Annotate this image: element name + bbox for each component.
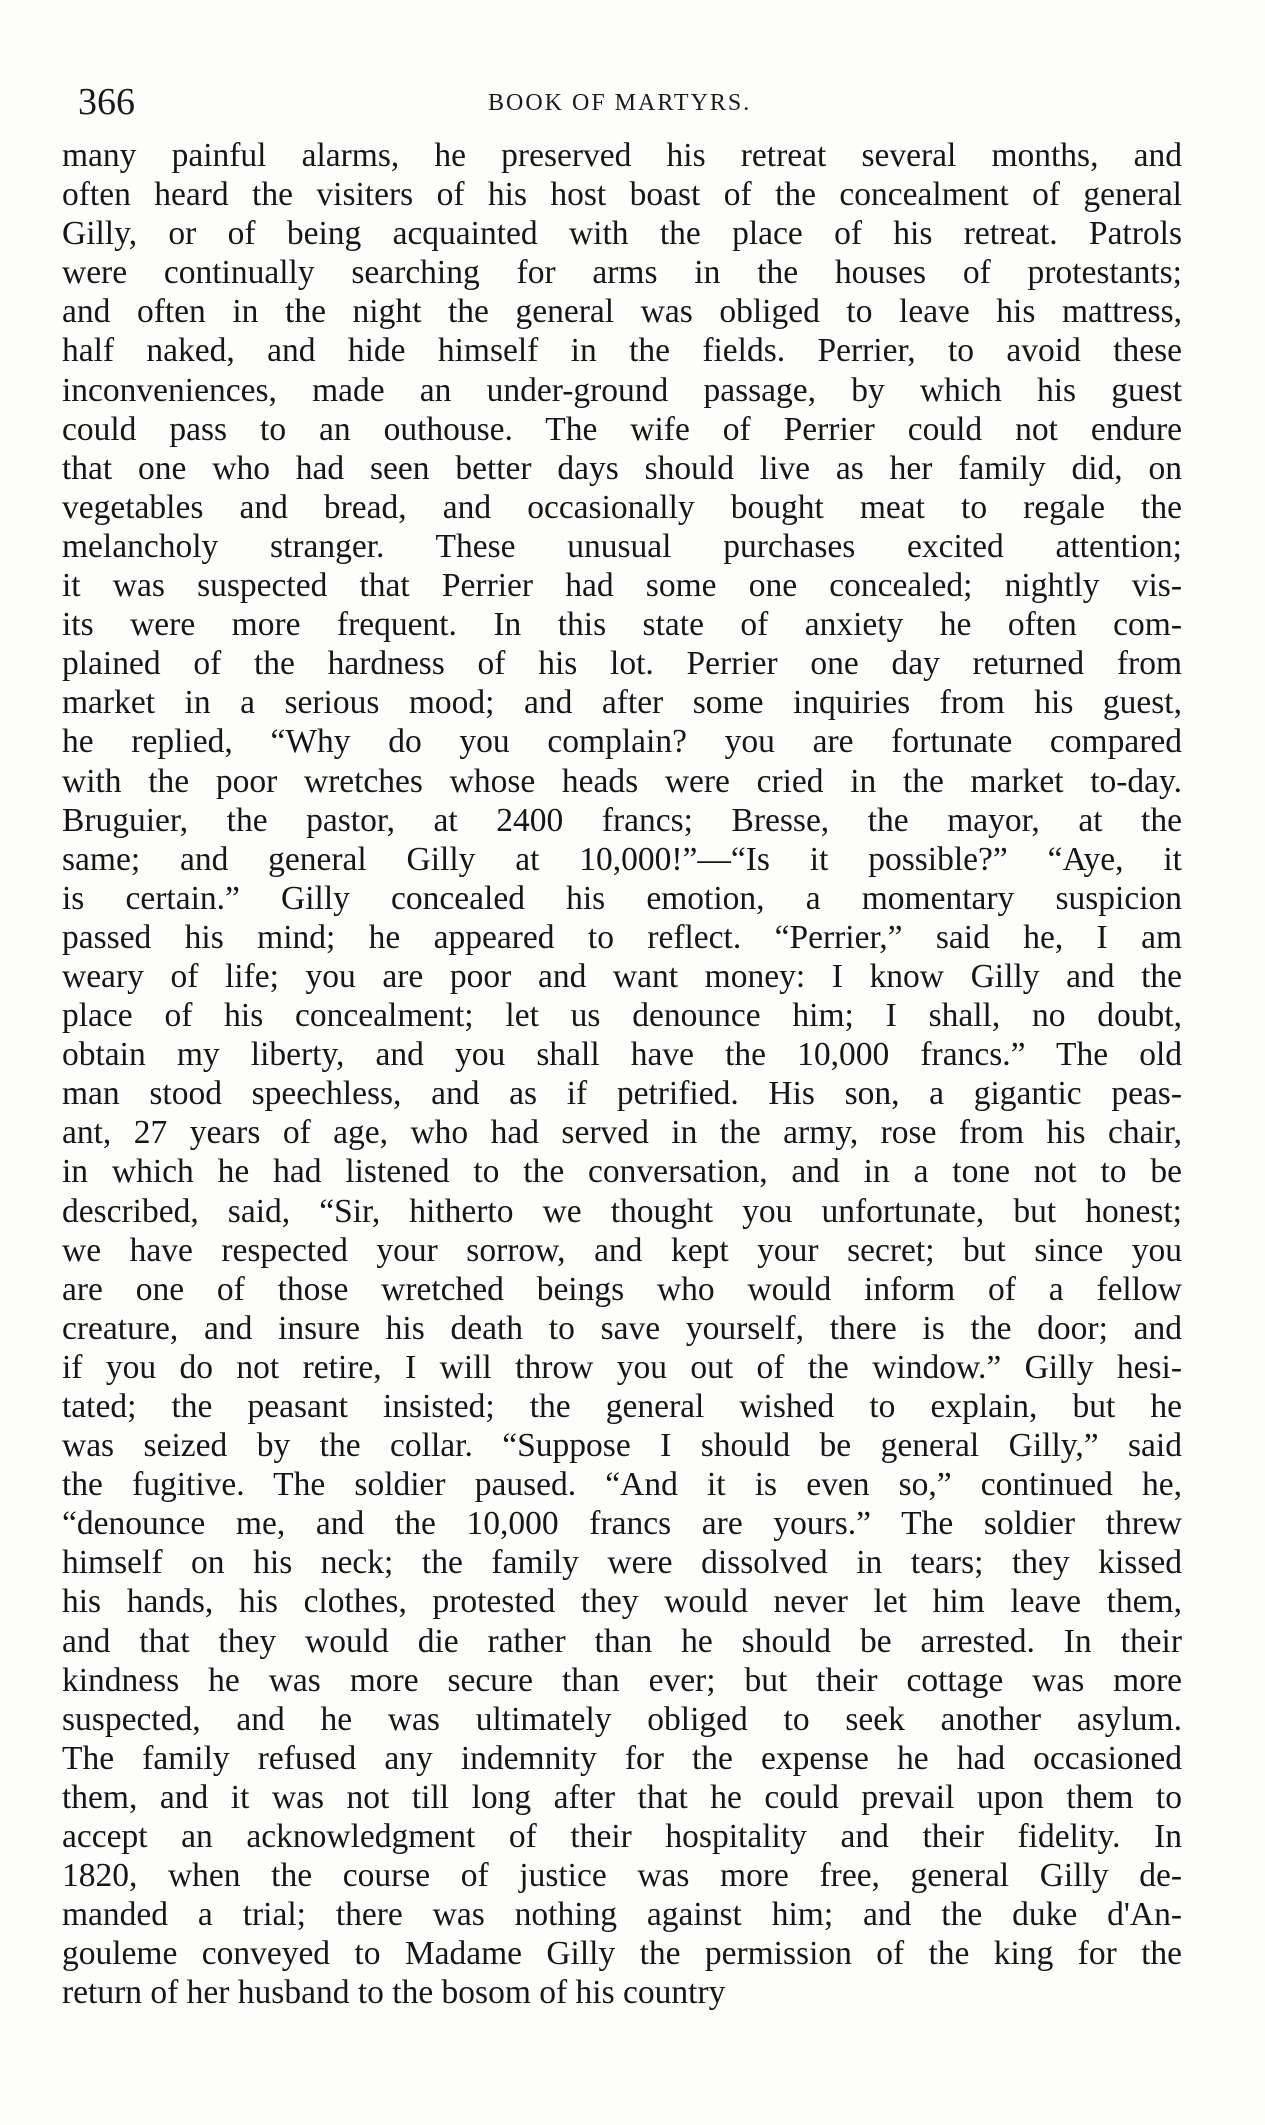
text-line: in which he had listened to the conversation, and in a tone not to be xyxy=(62,1153,1182,1191)
text-line: many painful alarms, he preserved his retreat several months, and xyxy=(62,137,1182,174)
text-line: gouleme conveyed to Madame Gilly the permission of the king for the xyxy=(62,1935,1182,1973)
text-line: The family refused any indemnity for the expense he had occasioned xyxy=(62,1739,1182,1777)
text-line: accept an acknowledgment of their hospitality and their fidelity. In xyxy=(62,1818,1182,1856)
text-line: man stood speechless, and as if petrified. His son, a gigantic peas- xyxy=(62,1075,1182,1113)
text-line: tated; the peasant insisted; the general wished to explain, but he xyxy=(62,1388,1182,1425)
text-line: suspected, and he was ultimately obliged to seek another asylum. xyxy=(62,1700,1182,1738)
page-header xyxy=(78,72,1178,132)
text-line: ant, 27 years of age, who had served in the army, rose from his chair, xyxy=(62,1114,1182,1152)
text-line: is certain.” Gilly concealed his emotion, a momentary suspicion xyxy=(62,879,1182,917)
text-line: inconveniences, made an under-ground passage, by which his guest xyxy=(62,371,1182,409)
text-line: we have respected your sorrow, and kept your secret; but since you xyxy=(62,1231,1182,1269)
text-line: that one who had seen better days should live as her family did, on xyxy=(62,449,1182,487)
text-line: obtain my liberty, and you shall have the 10,000 francs.” The old xyxy=(62,1036,1182,1074)
text-line: are one of those wretched beings who would inform of a fellow xyxy=(62,1270,1182,1308)
text-line: passed his mind; he appeared to reflect. “Perrier,” said he, I am xyxy=(62,918,1182,956)
text-line: place of his concealment; let us denounce him; I shall, no doubt, xyxy=(62,997,1182,1035)
text-line: if you do not retire, I will throw you out of the window.” Gilly hesi- xyxy=(62,1348,1182,1386)
text-line: could pass to an outhouse. The wife of Perrier could not endure xyxy=(62,410,1182,448)
text-line: was seized by the collar. “Suppose I should be general Gilly,” said xyxy=(62,1427,1182,1465)
text-line: melancholy stranger. These unusual purchases excited attention; xyxy=(62,527,1182,565)
text-line: “denounce me, and the 10,000 francs are yours.” The soldier threw xyxy=(62,1505,1182,1543)
text-line: and often in the night the general was obliged to leave his mattress, xyxy=(62,293,1182,331)
text-line: Gilly, or of being acquainted with the place of his retreat. Patrols xyxy=(62,215,1182,253)
body-text xyxy=(62,136,1182,2013)
text-line: the fugitive. The soldier paused. “And it is even so,” continued he, xyxy=(62,1466,1182,1504)
text-line: kindness he was more secure than ever; but their cottage was more xyxy=(62,1661,1182,1699)
text-line: vegetables and bread, and occasionally bought meat to regale the xyxy=(62,488,1182,526)
text-line: weary of life; you are poor and want money: I know Gilly and the xyxy=(62,957,1182,995)
text-line: plained of the hardness of his lot. Perrier one day returned from xyxy=(62,645,1182,683)
running-head: BOOK OF MARTYRS. xyxy=(488,90,752,116)
text-line: them, and it was not till long after that he could prevail upon them to xyxy=(62,1778,1182,1816)
text-line: himself on his neck; the family were dissolved in tears; they kissed xyxy=(62,1544,1182,1582)
text-line: were continually searching for arms in the houses of protestants; xyxy=(62,254,1182,292)
text-line: often heard the visiters of his host boast of the concealment of general xyxy=(62,176,1182,214)
text-line: manded a trial; there was nothing against him; and the duke d'An- xyxy=(62,1896,1182,1934)
text-line: Bruguier, the pastor, at 2400 francs; Bresse, the mayor, at the xyxy=(62,801,1182,839)
text-line: creature, and insure his death to save yourself, there is the door; and xyxy=(62,1309,1182,1347)
text-line: and that they would die rather than he should be arrested. In their xyxy=(62,1622,1182,1660)
text-line: 1820, when the course of justice was more free, general Gilly de- xyxy=(62,1857,1182,1895)
text-line: he replied, “Why do you complain? you are fortunate compared xyxy=(62,723,1182,761)
page-number: 366 xyxy=(78,81,135,123)
text-line: same; and general Gilly at 10,000!”—“Is it possible?” “Aye, it xyxy=(62,840,1182,878)
text-line: return of her husband to the bosom of his country xyxy=(62,1974,726,2012)
text-line: it was suspected that Perrier had some one concealed; nightly vis- xyxy=(62,567,1182,605)
text-line: described, said, “Sir, hitherto we thought you unfortunate, but honest; xyxy=(62,1192,1182,1230)
text-line: his hands, his clothes, protested they would never let him leave them, xyxy=(62,1583,1182,1621)
text-line: half naked, and hide himself in the fields. Perrier, to avoid these xyxy=(62,332,1182,370)
text-line: market in a serious mood; and after some inquiries from his guest, xyxy=(62,684,1182,722)
text-line: its were more frequent. In this state of anxiety he often com- xyxy=(62,606,1182,644)
text-line: with the poor wretches whose heads were cried in the market to-day. xyxy=(62,762,1182,800)
